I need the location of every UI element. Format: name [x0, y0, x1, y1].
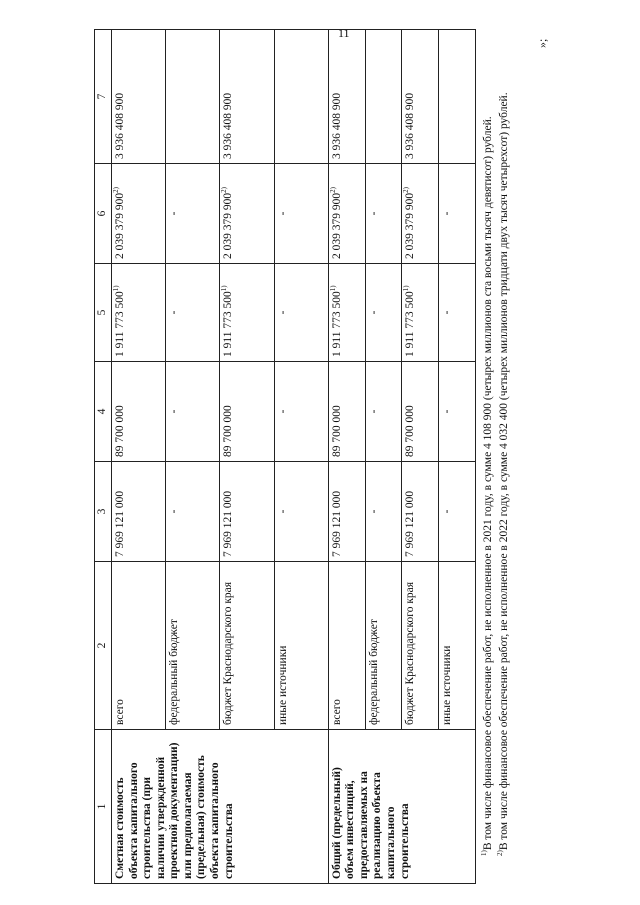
value-cell: [166, 30, 220, 164]
value-text: 1 911 773 500: [114, 291, 126, 357]
col-header: 2: [95, 562, 112, 730]
value-cell: 3 936 408 900: [220, 30, 274, 164]
value-cell: [402, 164, 439, 264]
value-cell: [439, 164, 476, 264]
footnote-mark: 1): [480, 850, 489, 856]
value-text: -: [367, 310, 380, 315]
value-cell: [112, 164, 166, 264]
col-header: 5: [95, 264, 112, 362]
value-cell: 7 969 121 000: [112, 462, 166, 562]
value-cell: -: [365, 362, 402, 462]
value-cell: -: [274, 362, 328, 462]
footnote-ref: 2): [328, 187, 337, 193]
footnote-ref: 1): [402, 285, 411, 292]
value-text: -: [168, 310, 181, 315]
group-title: Сметная стоимость объекта капитального строительства (при наличии утвержденной проектной документации) или предполагаемая (предельная) стоимость объекта капитального строительства: [112, 730, 329, 884]
table-row: [112, 30, 166, 884]
value-cell: [274, 30, 328, 164]
value-cell: [439, 30, 476, 164]
value-cell: [166, 164, 220, 264]
value-cell: [328, 164, 365, 264]
col-header: 1: [95, 730, 112, 884]
value-text: -: [367, 211, 380, 216]
value-text: -: [276, 211, 289, 216]
value-cell: -: [439, 462, 476, 562]
footnote-ref: 1): [112, 285, 121, 292]
value-cell: [220, 164, 274, 264]
value-text: -: [276, 310, 289, 315]
footnote-text: В том числе финансовое обеспечение работ, не исполненное в 2022 году, в сумме 4 032 400 (четырех миллионов тридцати двух тысяч четырехсот) рублей.: [497, 92, 510, 851]
value-text: 2 039 379 900: [222, 192, 235, 259]
col-header: 7: [95, 30, 112, 164]
value-cell: -: [365, 462, 402, 562]
group-title: Общий (предельный) объем инвестиций, предоставляемых на реализацию объекта капитального строительства: [328, 730, 475, 884]
col-header: 4: [95, 362, 112, 462]
footnotes: [481, 30, 512, 884]
footnote-ref: 2): [220, 187, 229, 193]
footnote-text: В том числе финансовое обеспечение работ, не исполненное в 2021 году, в сумме 4 108 900 (четырех миллионов ста восьми тысяч девятисот) рублей.: [482, 116, 494, 851]
funding-source: федеральный бюджет: [365, 562, 402, 730]
column-number-row: [95, 30, 112, 884]
value-cell: [274, 264, 328, 362]
value-cell: -: [274, 462, 328, 562]
value-cell: 7 969 121 000: [402, 462, 439, 562]
funding-source: бюджет Краснодарского края: [220, 562, 274, 730]
funding-source: иные источники: [274, 562, 328, 730]
value-cell: 7 969 121 000: [328, 462, 365, 562]
value-cell: [220, 264, 274, 362]
value-text: -: [441, 211, 454, 216]
value-cell: 3 936 408 900: [112, 30, 166, 164]
table-row: [328, 30, 365, 884]
value-cell: 89 700 000: [112, 362, 166, 462]
value-cell: [402, 264, 439, 362]
footnote-ref: 1): [220, 285, 229, 292]
value-cell: 3 936 408 900: [402, 30, 439, 164]
value-cell: -: [166, 462, 220, 562]
closing-quote: »;: [535, 38, 549, 48]
value-cell: [166, 264, 220, 362]
footnote-2: [497, 30, 513, 884]
value-cell: -: [439, 362, 476, 462]
value-text: 1 911 773 500: [222, 291, 235, 357]
value-text: 1 911 773 500: [404, 291, 417, 357]
value-cell: 89 700 000: [402, 362, 439, 462]
rotated-content: [94, 28, 554, 884]
value-text: 2 039 379 900: [404, 192, 417, 259]
value-cell: 89 700 000: [328, 362, 365, 462]
value-text: 1 911 773 500: [330, 291, 343, 357]
funding-source: всего: [112, 562, 166, 730]
investment-table: [94, 29, 476, 884]
page-number: 11: [338, 26, 350, 40]
footnote-1: [481, 30, 497, 884]
funding-source: иные источники: [439, 562, 476, 730]
value-cell: [365, 30, 402, 164]
value-text: 2 039 379 900: [330, 192, 343, 259]
value-cell: [328, 264, 365, 362]
value-cell: 3 936 408 900: [328, 30, 365, 164]
table-body: [112, 30, 476, 884]
col-header: 3: [95, 462, 112, 562]
value-cell: [365, 264, 402, 362]
value-text: -: [168, 211, 181, 216]
value-cell: [274, 164, 328, 264]
footnote-ref: 2): [112, 187, 121, 193]
rotated-page-area: [94, 28, 554, 884]
col-header: 6: [95, 164, 112, 264]
value-cell: 7 969 121 000: [220, 462, 274, 562]
value-cell: 89 700 000: [220, 362, 274, 462]
footnote-ref: 2): [402, 187, 411, 193]
funding-source: всего: [328, 562, 365, 730]
footnote-ref: 1): [328, 285, 337, 292]
funding-source: бюджет Краснодарского края: [402, 562, 439, 730]
value-text: -: [441, 310, 454, 315]
value-cell: -: [166, 362, 220, 462]
value-cell: [112, 264, 166, 362]
value-cell: [365, 164, 402, 264]
value-text: 2 039 379 900: [114, 192, 126, 259]
footnote-mark: 2): [495, 850, 504, 856]
funding-source: федеральный бюджет: [166, 562, 220, 730]
value-cell: [439, 264, 476, 362]
